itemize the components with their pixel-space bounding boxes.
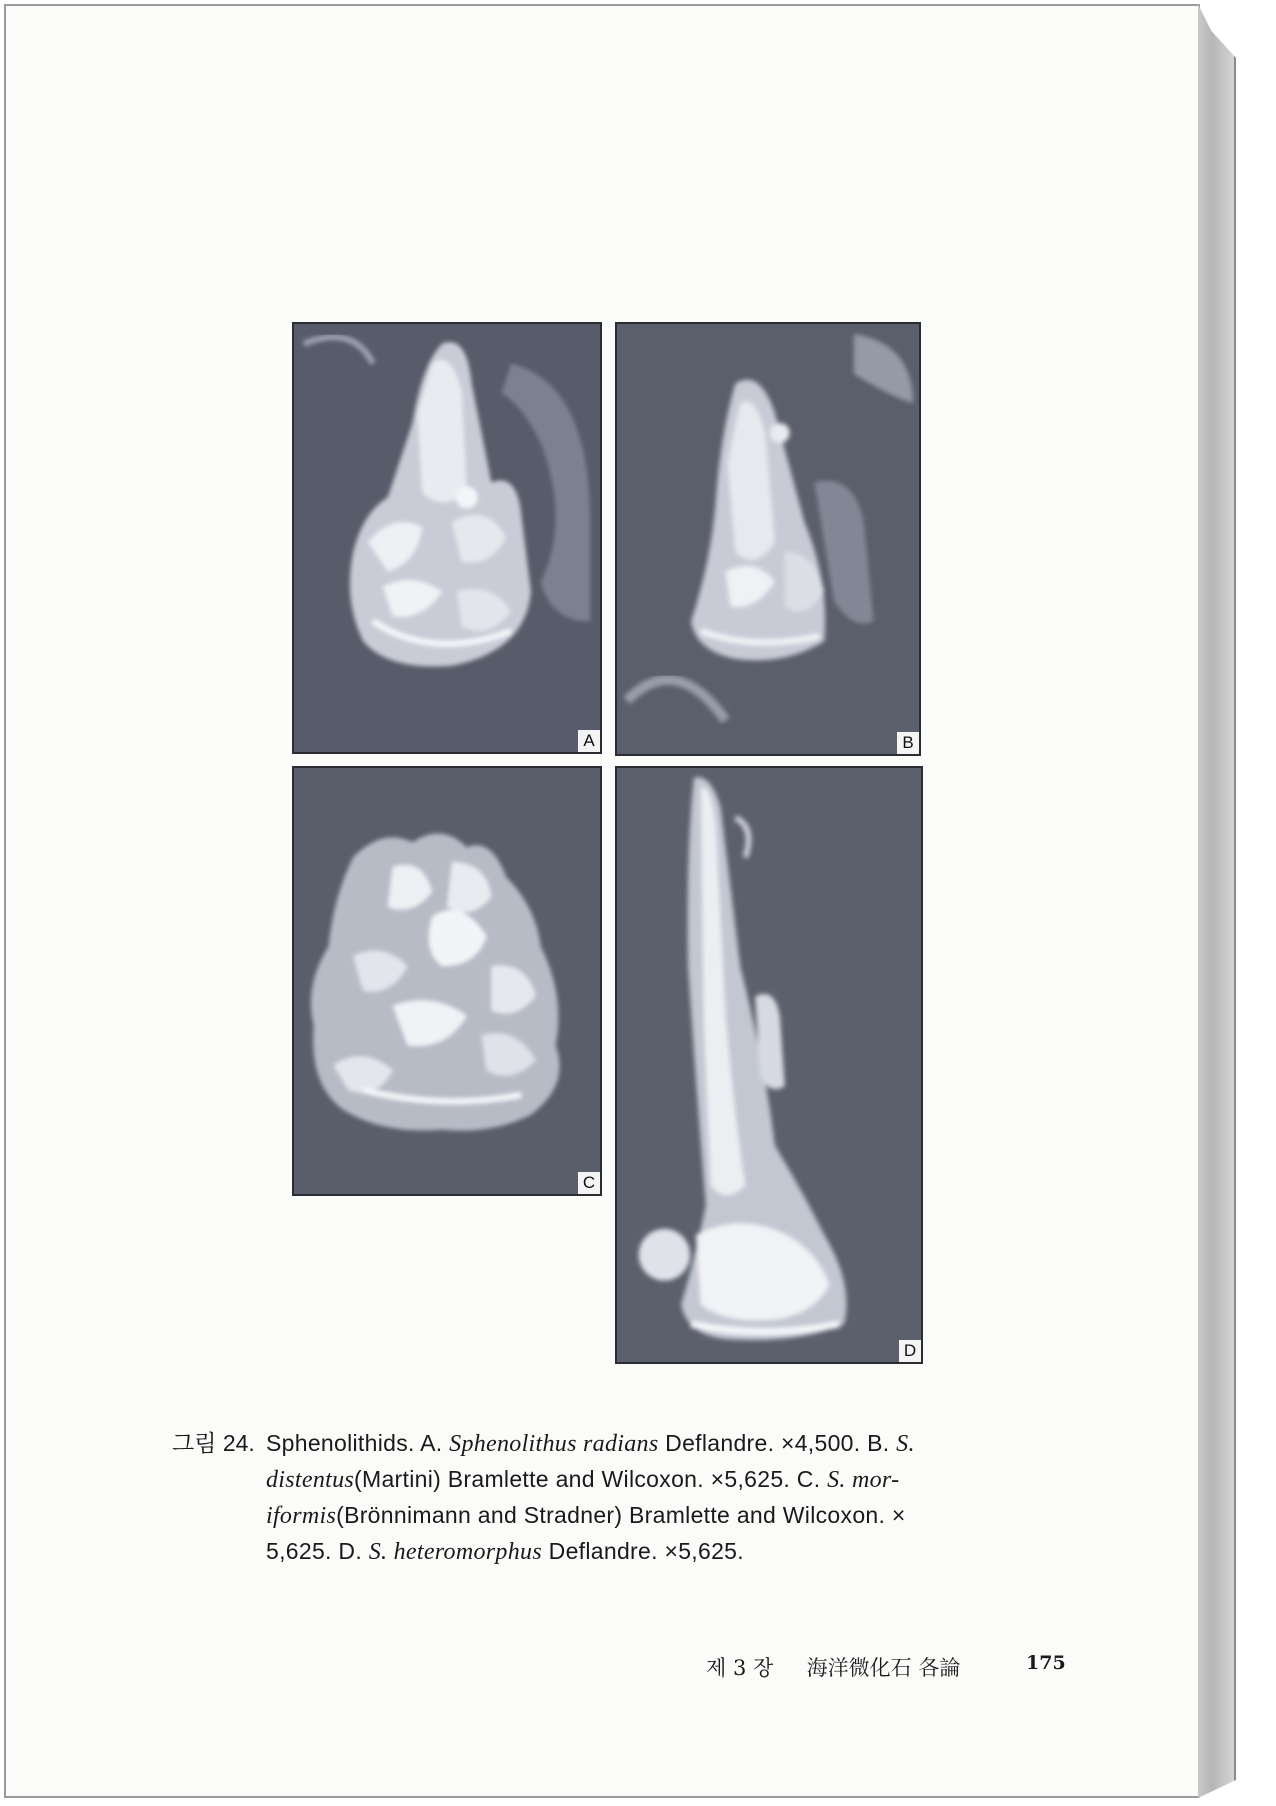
plate-a-letter: A xyxy=(578,730,600,752)
caption-text: 5,625. D. xyxy=(266,1538,369,1564)
caption-text: Deflandre. ×5,625. xyxy=(541,1538,744,1564)
caption-line xyxy=(266,1461,899,1498)
caption-text: (Martini) Bramlette and Wilcoxon. ×5,625. C. xyxy=(354,1466,828,1492)
caption-taxon-name: S. xyxy=(896,1431,915,1457)
plate-d-micrograph xyxy=(615,766,923,1364)
caption-line xyxy=(266,1533,744,1570)
plate-c-letter: C xyxy=(578,1172,600,1194)
caption-taxon-name: S. heteromorphus xyxy=(368,1539,542,1565)
caption-taxon-name: S. mor- xyxy=(827,1467,900,1493)
running-footer xyxy=(706,1652,1076,1682)
caption-text: Deflandre. ×4,500. B. xyxy=(658,1430,897,1456)
caption-text: Sphenolithids. A. xyxy=(266,1430,450,1456)
caption-taxon-name: iformis xyxy=(266,1503,337,1529)
caption-line xyxy=(266,1497,906,1534)
plate-a-image xyxy=(294,324,600,752)
page-edge-shadow xyxy=(1198,4,1236,1798)
figure-caption-label: 그림 24. xyxy=(172,1430,255,1456)
plate-d-image xyxy=(617,768,921,1362)
footer-section-title: 海洋微化石 各論 xyxy=(806,1656,961,1680)
plate-d-letter: D xyxy=(899,1340,921,1362)
plate-c-micrograph xyxy=(292,766,602,1196)
plate-b-micrograph xyxy=(615,322,921,756)
plate-c-image xyxy=(294,768,600,1194)
plate-b-image xyxy=(617,324,919,754)
caption-line xyxy=(266,1425,915,1462)
plate-a-micrograph xyxy=(292,322,602,754)
caption-text: (Brönnimann and Stradner) Bramlette and Wilcoxon. × xyxy=(336,1502,906,1528)
caption-taxon-name: distentus xyxy=(266,1467,355,1493)
page-number: 175 xyxy=(1026,1652,1066,1674)
footer-chapter: 제 3 장 xyxy=(706,1656,774,1680)
caption-taxon-name: Sphenolithus radians xyxy=(449,1431,659,1457)
plate-b-letter: B xyxy=(897,732,919,754)
